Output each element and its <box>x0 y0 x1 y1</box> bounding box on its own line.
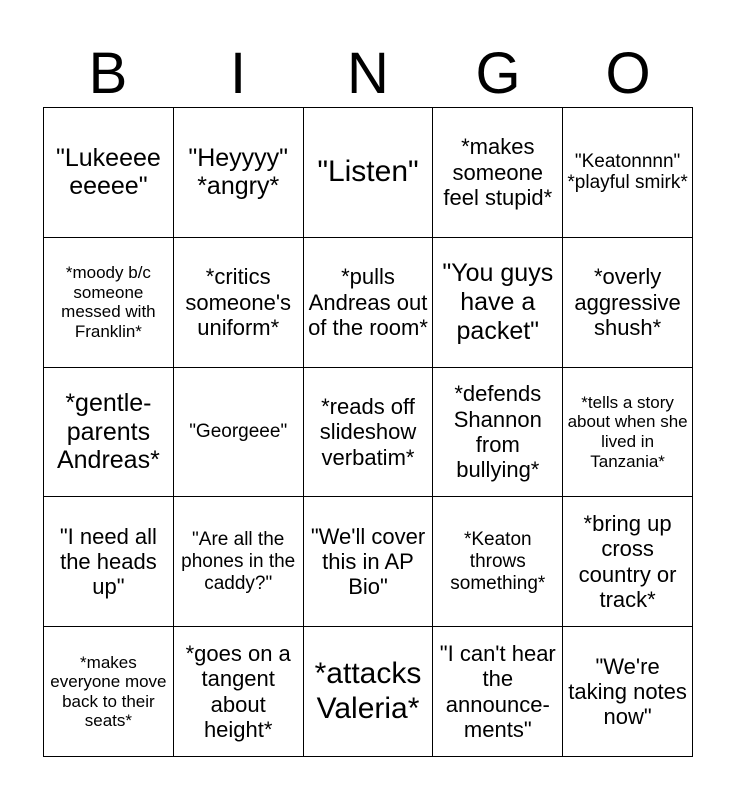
cell-text: *attacks Valeria* <box>314 657 422 725</box>
bingo-cell[interactable] <box>563 497 693 627</box>
cell-text: "Georgeee" <box>189 421 288 443</box>
bingo-cell[interactable] <box>304 238 434 368</box>
bingo-cell[interactable] <box>44 627 174 757</box>
bingo-cell[interactable] <box>174 238 304 368</box>
cell-text: *moody b/c someone messed with Franklin* <box>61 263 156 341</box>
bingo-cell[interactable] <box>174 368 304 498</box>
cell-text: *makes someone feel stupid* <box>443 134 553 211</box>
bingo-cell[interactable] <box>433 368 563 498</box>
bingo-cell[interactable] <box>563 108 693 238</box>
cell-text: "I need all the heads up" <box>59 523 157 600</box>
bingo-cell[interactable] <box>433 108 563 238</box>
cell-text: "You guys have a packet" <box>442 259 554 345</box>
cell-text: *bring up cross country or track* <box>578 511 677 613</box>
bingo-cell[interactable] <box>433 627 563 757</box>
bingo-cell[interactable] <box>44 108 174 238</box>
cell-text: *Keaton throws something* <box>450 529 546 594</box>
cell-text: "Heyyyy" *angry* <box>188 143 289 201</box>
bingo-cell[interactable] <box>44 368 174 498</box>
cell-text: "Listen" <box>317 155 419 189</box>
bingo-cell[interactable] <box>563 627 693 757</box>
cell-text: "We're taking notes now" <box>568 653 687 730</box>
cell-text: *goes on a tangent about height* <box>185 641 291 742</box>
bingo-cell[interactable] <box>174 627 304 757</box>
bingo-cell[interactable] <box>433 497 563 627</box>
cell-text: *overly aggressive shush* <box>574 264 681 340</box>
cell-text: *reads off slideshow verbatim* <box>319 394 417 470</box>
cell-text: "Are all the phones in the caddy?" <box>181 529 296 594</box>
cell-text: "Lukeeee eeeee" <box>55 143 161 201</box>
cell-text: *critics someone's uniform* <box>185 264 292 340</box>
header-letter-g: G <box>475 41 521 106</box>
bingo-cell[interactable] <box>174 108 304 238</box>
bingo-cell[interactable] <box>433 238 563 368</box>
bingo-cell[interactable] <box>563 368 693 498</box>
bingo-cell[interactable] <box>44 238 174 368</box>
cell-text: "We'll cover this in AP Bio" <box>310 523 426 600</box>
cell-text: *tells a story about when she lived in Tanzania* <box>567 392 688 471</box>
cell-text: *pulls Andreas out of the room* <box>308 264 428 340</box>
bingo-card-grid <box>43 107 693 757</box>
header-letter-b: B <box>88 41 128 106</box>
cell-text: *makes everyone move back to their seats* <box>50 652 167 731</box>
header-letter-i: I <box>229 41 247 106</box>
cell-text: *defends Shannon from bullying* <box>453 381 542 483</box>
bingo-cell[interactable] <box>44 497 174 627</box>
cell-text: "I can't hear the announce-ments" <box>439 641 556 742</box>
cell-text: *gentle-parents Andreas* <box>56 388 160 475</box>
bingo-cell[interactable] <box>304 627 434 757</box>
bingo-cell[interactable] <box>563 238 693 368</box>
bingo-header <box>43 40 693 108</box>
cell-text: "Keatonnnn" *playful smirk* <box>567 150 688 194</box>
bingo-cell[interactable] <box>174 497 304 627</box>
bingo-cell[interactable] <box>304 368 434 498</box>
bingo-cell[interactable] <box>304 497 434 627</box>
header-letter-n: N <box>347 41 389 106</box>
bingo-cell[interactable] <box>304 108 434 238</box>
header-letter-o: O <box>605 41 651 106</box>
